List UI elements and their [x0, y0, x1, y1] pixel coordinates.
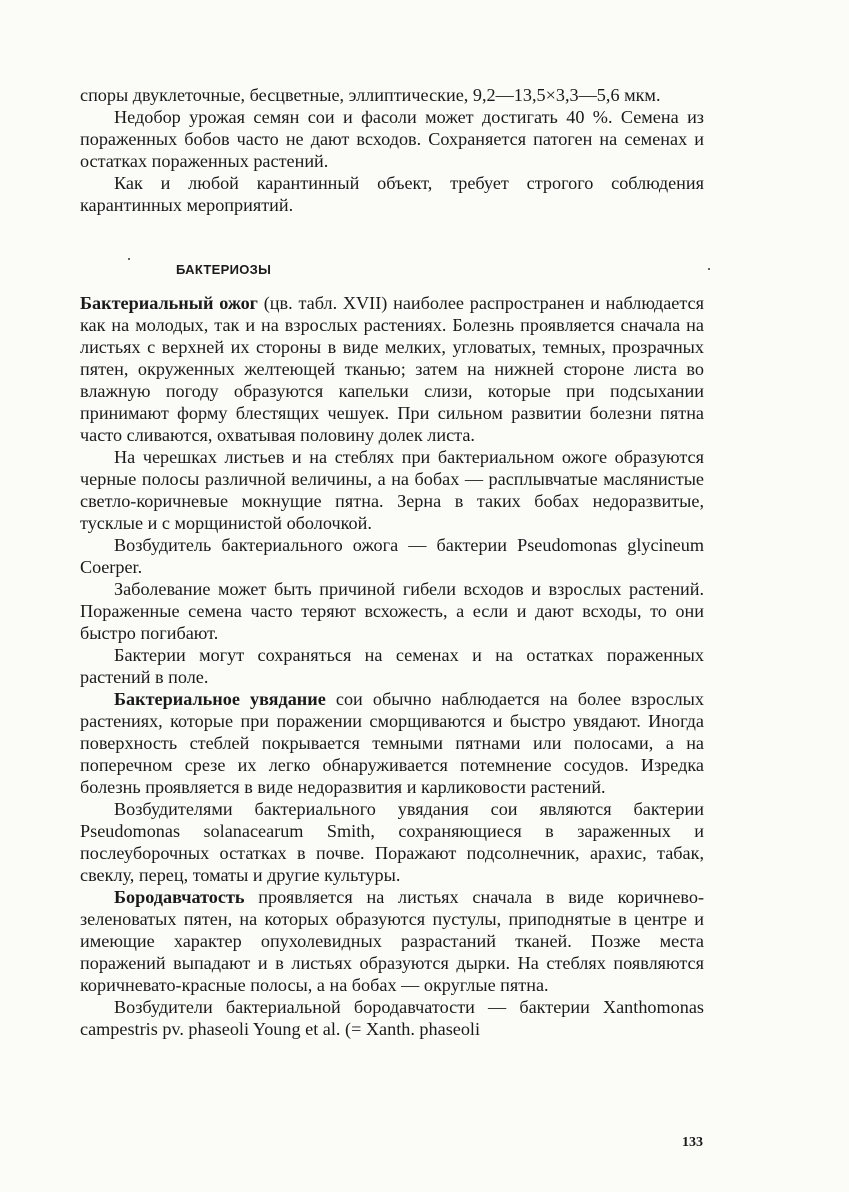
print-speck	[128, 258, 130, 260]
paragraph-bacterial-pustule-text: проявляется на листьях сначала в виде коричнево-зеленоватых пятен, на которых образуются пустулы, приподнятые в центре и имеющие характер опухолевидных разрастаний тканей. Позже места поражений выпадают и в листьях образуются дырки. На стеблях появляются коричневато-красные полосы, а на бобах — округлые пятна.	[80, 887, 704, 995]
paragraph-bacterial-blight	[80, 292, 704, 446]
term-bacterial-pustule: Бородавчатость	[114, 887, 245, 907]
paragraph-wilt-pathogen: Возбудителями бактериального увядания сои являются бактерии Pseudomonas solanacearum Smith, сохраняющиеся в зараженных и послеуборочных остатках в почве. Поражают подсолнечник, арахис, табак, свеклу, перец, томаты и другие культуры.	[80, 799, 704, 885]
paragraph-spores: споры двуклеточные, бесцветные, эллиптические, 9,2—13,5×3,3—5,6 мкм.	[80, 85, 661, 105]
paragraph-yield-loss: Недобор урожая семян сои и фасоли может достигать 40 %. Семена из пораженных бобов часто не дают всходов. Сохраняется патоген на семенах и остатках пораженных растений.	[80, 107, 704, 171]
paragraph-petiole-symptoms: На черешках листьев и на стеблях при бактериальном ожоге образуются черные полосы различной величины, а на бобах — расплывчатые маслянистые светло-коричневые мокнущие пятна. Зерна в таких бобах недоразвитые, тусклые и с морщинистой оболочкой.	[80, 447, 704, 533]
paragraph-quarantine: Как и любой карантинный объект, требует строгого соблюдения карантинных мероприятий.	[80, 173, 704, 215]
term-bacterial-wilt: Бактериальное увядание	[114, 689, 326, 709]
paragraph-bacterial-wilt-text: сои обычно наблюдается на более взрослых растениях, которые при поражении сморщиваются и быстро увядают. Иногда поверхность стеблей покрывается темными пятнами или полосами, а на поперечном срезе их легко обнаруживается потемнение сосудов. Изредка болезнь проявляется в виде недоразвития и карликовости растений.	[80, 689, 704, 797]
paragraph-blight-damage: Заболевание может быть причиной гибели всходов и взрослых растений. Пораженные семена часто теряют всхожесть, а если и дают всходы, то они быстро погибают.	[80, 579, 704, 643]
main-text-block	[80, 292, 704, 1040]
paragraph-bacterial-blight-text: (цв. табл. XVII) наиболее распространен и наблюдается как на молодых, так и на взрослых растениях. Болезнь проявляется сначала на листьях с верхней их стороны в виде мелких, угловатых, темных, прозрачных пятен, окруженных желтеющей тканью; затем на нижней стороне листа во влажную погоду образуются капельки слизи, которые при подсыхании принимают форму блестящих чешуек. При сильном развитии болезни пятна часто сливаются, охватывая половину долек листа.	[80, 293, 704, 445]
paragraph-blight-pathogen: Возбудитель бактериального ожога — бактерии Pseudomonas glycineum Coerper.	[80, 535, 704, 577]
page-number: 133	[682, 1135, 703, 1150]
top-text-block	[80, 84, 704, 216]
paragraph-blight-survival: Бактерии могут сохраняться на семенах и на остатках пораженных растений в поле.	[80, 645, 704, 687]
paragraph-pustule-pathogen: Возбудители бактериальной бородавчатости — бактерии Xanthomonas campestris pv. phaseoli Young et al. (= Xanth. phaseoli	[80, 997, 704, 1039]
print-speck	[708, 268, 710, 270]
section-heading: БАКТЕРИОЗЫ	[176, 262, 272, 277]
paragraph-bacterial-pustule	[80, 886, 704, 996]
paragraph-bacterial-wilt	[80, 688, 704, 798]
term-bacterial-blight: Бактериальный ожог	[80, 293, 258, 313]
